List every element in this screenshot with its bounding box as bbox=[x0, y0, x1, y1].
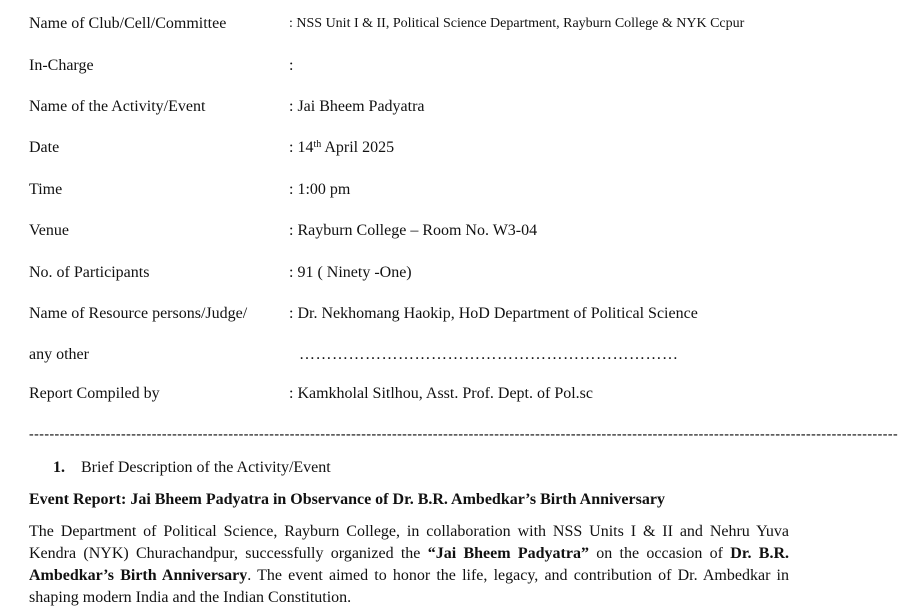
field-row-compiled-by bbox=[29, 383, 799, 405]
date-month-year: April 2025 bbox=[321, 139, 395, 156]
field-value-dotted-line: …………………………………………………………… bbox=[299, 346, 679, 363]
paragraph-text: The Department of Political Science, Rayburn College, in collaboration with NSS Units I & II and Nehru Yuva Kendra (NYK) Churachandpur, successfully organized the bbox=[29, 523, 789, 562]
field-value: : Rayburn College – Room No. W3-04 bbox=[289, 222, 538, 239]
field-row-date bbox=[29, 137, 799, 159]
section-title: Brief Description of the Activity/Event bbox=[81, 459, 331, 476]
field-value: : 91 ( Ninety -One) bbox=[289, 264, 412, 281]
field-value: : Dr. Nekhomang Haokip, HoD Department of Political Science bbox=[289, 305, 698, 322]
paragraph-text: . The event aimed to honor the life, legacy, and contribution of Dr. Ambedkar in shaping modern India and the Indian Constitution. bbox=[29, 567, 790, 606]
field-value: : bbox=[289, 57, 294, 74]
field-label: In-Charge bbox=[29, 57, 94, 74]
date-day: : 14 bbox=[289, 139, 314, 156]
field-label: Date bbox=[29, 139, 60, 156]
paragraph-text: on the occasion of bbox=[588, 545, 731, 562]
field-row-participants bbox=[29, 262, 799, 284]
field-row-time bbox=[29, 179, 799, 201]
field-row-club bbox=[29, 13, 799, 35]
field-label: Name of Club/Cell/Committee bbox=[29, 15, 227, 32]
field-row-resource-persons bbox=[29, 303, 799, 325]
description-paragraph bbox=[29, 521, 789, 609]
field-row-activity bbox=[29, 96, 799, 118]
date-ordinal: th bbox=[313, 139, 322, 150]
field-label: Name of Resource persons/Judge/ bbox=[29, 305, 248, 322]
dashed-divider: -------------------------------------------------------------------------------------------------------------------------------------------------------------------------- bbox=[29, 427, 898, 442]
paragraph-bold-event: “Jai Bheem Padyatra” bbox=[427, 545, 589, 562]
field-value bbox=[289, 137, 394, 159]
field-value: : NSS Unit I & II, Political Science Department, Rayburn College & NYK Ccpur bbox=[289, 16, 745, 31]
field-row-any-other bbox=[29, 344, 799, 366]
field-label: No. of Participants bbox=[29, 264, 150, 281]
field-value: : 1:00 pm bbox=[289, 181, 351, 198]
field-value: : Jai Bheem Padyatra bbox=[289, 98, 425, 115]
field-label: Time bbox=[29, 181, 63, 198]
section-heading bbox=[53, 457, 331, 479]
section-number: 1. bbox=[53, 459, 65, 476]
field-value: : Kamkholal Sitlhou, Asst. Prof. Dept. of Pol.sc bbox=[289, 385, 593, 402]
field-label: any other bbox=[29, 346, 89, 363]
field-label: Report Compiled by bbox=[29, 385, 160, 402]
field-label: Venue bbox=[29, 222, 69, 239]
field-label: Name of the Activity/Event bbox=[29, 98, 206, 115]
paragraph-bold-occasion: Dr. B.R. Ambedkar’s Birth Anniversary bbox=[29, 545, 790, 584]
report-title: Event Report: Jai Bheem Padyatra in Observance of Dr. B.R. Ambedkar’s Birth Anniversary bbox=[29, 491, 665, 508]
field-row-in-charge bbox=[29, 55, 799, 77]
field-row-venue bbox=[29, 220, 799, 242]
